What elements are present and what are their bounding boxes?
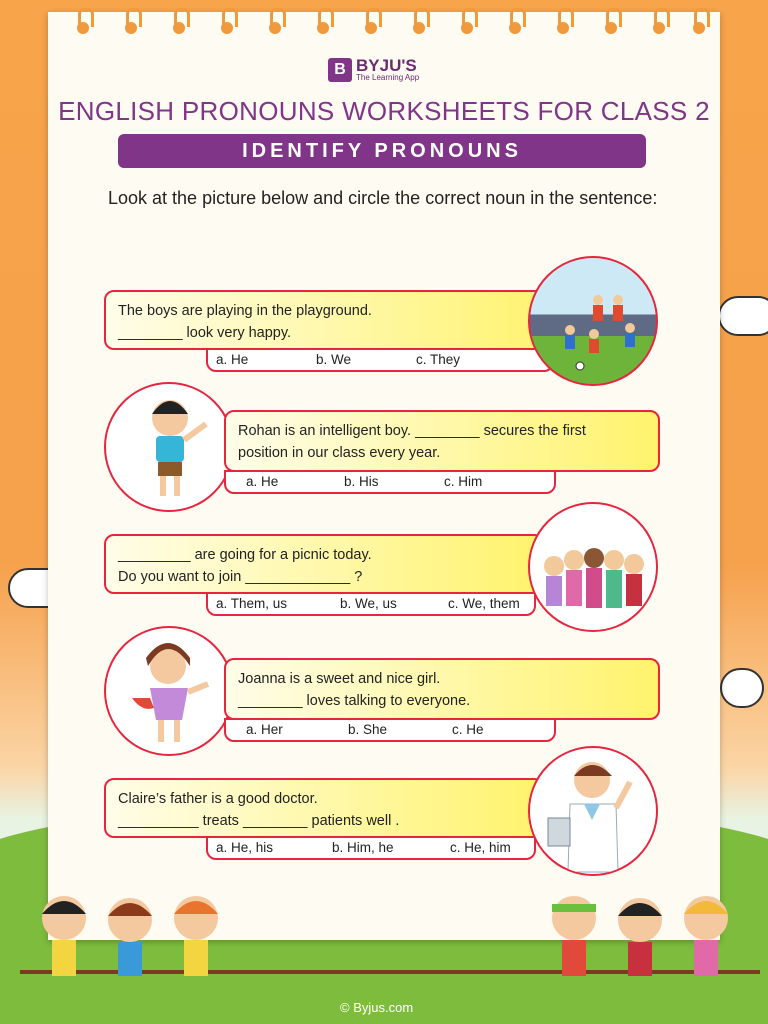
binder-ring: [364, 8, 378, 32]
question-2-bubble: [224, 410, 660, 472]
option-b[interactable]: b. She: [348, 722, 388, 737]
binder-ring: [652, 8, 666, 32]
girls-group-picture: [528, 502, 658, 632]
binder-ring: [172, 8, 186, 32]
binder-ring: [556, 8, 570, 32]
brand-name: BYJU'S: [356, 55, 417, 75]
question-5-line-2: __________ treats ________ patients well .: [118, 813, 400, 829]
option-a[interactable]: a. Them, us: [216, 596, 288, 611]
question-1-line-1: The boys are playing in the playground.: [118, 303, 372, 319]
boys-playing-football-picture: [528, 256, 658, 386]
logo-mark: B: [328, 58, 352, 82]
girl-talking-picture: [104, 626, 234, 756]
question-5-line-1: Claire’s father is a good doctor.: [118, 791, 318, 807]
worksheet-page: [48, 12, 720, 940]
question-4-bubble: [224, 658, 660, 720]
boy-waving-picture: [104, 382, 234, 512]
option-a[interactable]: a. He, his: [216, 840, 274, 855]
doctor-picture: [528, 746, 658, 876]
binder-ring: [460, 8, 474, 32]
girls-group-icon: [530, 504, 658, 632]
binder-ring: [692, 8, 706, 32]
question-3-line-2: Do you want to join _____________ ?: [118, 569, 363, 585]
binder-ring: [508, 8, 522, 32]
question-4-line-2: ________ loves talking to everyone.: [238, 693, 471, 709]
question-3-options: [206, 592, 536, 616]
option-a[interactable]: a. Her: [246, 722, 283, 737]
question-4-options: [224, 718, 556, 742]
question-1-options: [206, 348, 554, 372]
option-a[interactable]: a. He: [216, 352, 249, 367]
option-c[interactable]: c. He, him: [450, 840, 511, 855]
option-c[interactable]: c. He: [452, 722, 484, 737]
binder-ring: [124, 8, 138, 32]
kids-tug-of-war-left: [20, 880, 250, 1010]
question-2-options: [224, 470, 556, 494]
question-1-line-2: ________ look very happy.: [118, 325, 292, 341]
question-3-line-1: _________ are going for a picnic today.: [118, 547, 372, 563]
question-3-bubble: [104, 534, 544, 594]
binder-ring: [268, 8, 282, 32]
doctor-character-icon: [530, 748, 658, 876]
option-b[interactable]: b. We: [316, 352, 352, 367]
instruction-text: Look at the picture below and circle the correct noun in the sentence:: [108, 188, 658, 208]
brand-tagline: The Learning App: [356, 72, 420, 82]
boy-character-icon: [106, 384, 234, 512]
option-c[interactable]: c. Him: [444, 474, 483, 489]
worksheet-subtitle: IDENTIFY PRONOUNS: [118, 134, 646, 168]
question-5-bubble: [104, 778, 544, 838]
kids-tug-of-war-right: [530, 880, 760, 1010]
option-a[interactable]: a. He: [246, 474, 279, 489]
cloud-right-bottom: [720, 668, 764, 708]
binder-ring: [316, 8, 330, 32]
option-b[interactable]: b. We, us: [340, 596, 397, 611]
copyright-footer: © Byjus.com: [340, 1000, 414, 1015]
binder-ring: [412, 8, 426, 32]
binder-ring: [220, 8, 234, 32]
binder-ring: [604, 8, 618, 32]
option-c[interactable]: c. We, them: [448, 596, 520, 611]
kids-left-icon: [20, 880, 250, 1010]
rope-middle: [240, 970, 540, 974]
worksheet-title: ENGLISH PRONOUNS WORKSHEETS FOR CLASS 2: [58, 96, 710, 126]
girl-character-icon: [106, 628, 234, 756]
kids-right-icon: [530, 880, 760, 1010]
question-1-bubble: [104, 290, 564, 350]
question-2-line-2: position in our class every year.: [238, 445, 441, 461]
question-4-line-1: Joanna is a sweet and nice girl.: [238, 671, 441, 687]
option-b[interactable]: b. His: [344, 474, 379, 489]
football-scene-icon: [530, 258, 658, 386]
binder-ring: [76, 8, 90, 32]
cloud-right-top: [718, 296, 768, 336]
brand-logo: [328, 55, 420, 82]
option-c[interactable]: c. They: [416, 352, 461, 367]
question-2-line-1: Rohan is an intelligent boy. ________ secures the first: [238, 423, 586, 439]
option-b[interactable]: b. Him, he: [332, 840, 394, 855]
question-5-options: [206, 836, 536, 860]
